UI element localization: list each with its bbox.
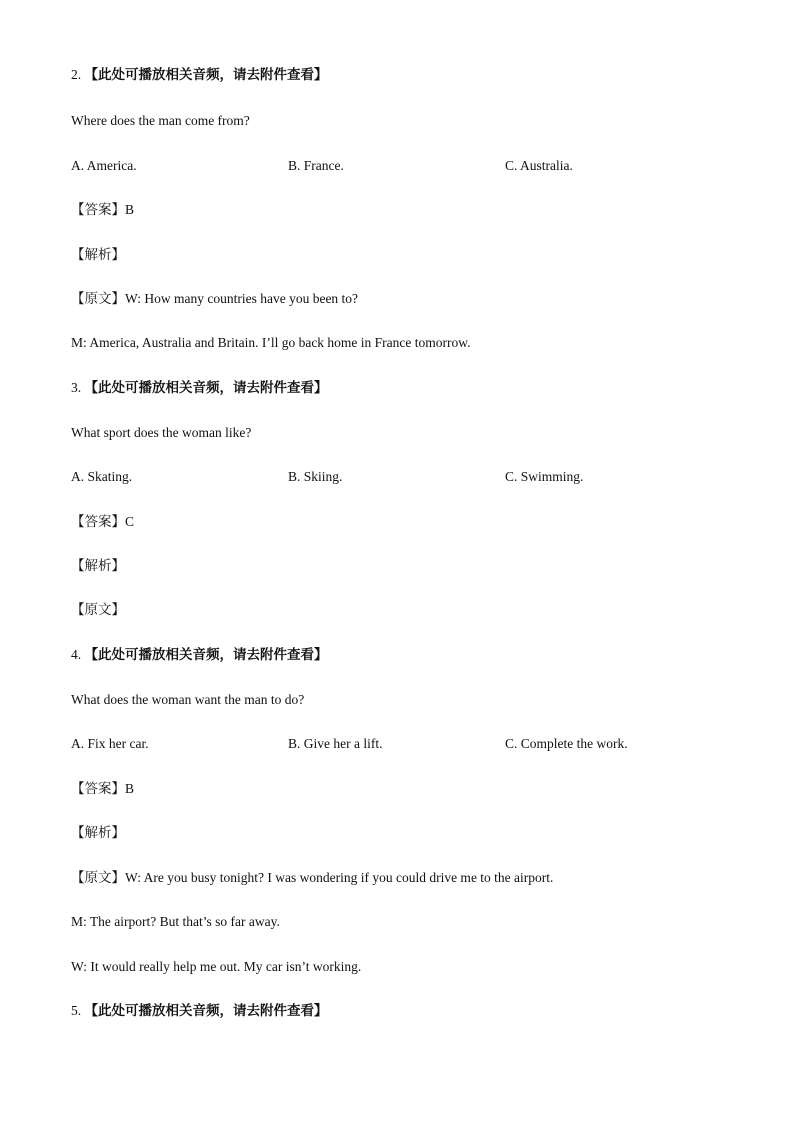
question-4-analysis-label: 【解析】 — [71, 825, 125, 841]
question-5-header — [71, 1002, 328, 1020]
option-a: A. America. — [71, 158, 137, 173]
audio-note: 【此处可播放相关音频，请去附件查看】 — [84, 647, 328, 663]
option-c: C. Swimming. — [505, 469, 584, 484]
audio-note: 【此处可播放相关音频，请去附件查看】 — [84, 67, 328, 83]
answer-value: B — [125, 781, 135, 796]
transcript-label: 【原文】 — [71, 870, 125, 886]
question-3-options — [0, 468, 794, 486]
question-number: 5. — [71, 1003, 82, 1018]
answer-label: 【答案】 — [71, 781, 125, 797]
question-4-transcript-line-2: M: The airport? But that’s so far away. — [71, 914, 280, 929]
question-number: 3. — [71, 380, 82, 395]
question-4-header — [71, 646, 328, 664]
question-2-transcript-line-1 — [71, 290, 358, 308]
option-c: C. Australia. — [505, 158, 573, 173]
transcript-label: 【原文】 — [71, 291, 125, 307]
question-3-answer — [71, 513, 134, 531]
question-3-header — [71, 379, 328, 397]
transcript-text: W: How many countries have you been to? — [125, 291, 359, 306]
option-b: B. Give her a lift. — [288, 736, 383, 751]
question-number: 2. — [71, 67, 82, 82]
question-4-transcript-line-1 — [71, 869, 553, 887]
question-2-header — [71, 66, 328, 84]
question-4-options — [0, 735, 794, 753]
answer-label: 【答案】 — [71, 514, 125, 530]
transcript-text: W: Are you busy tonight? I was wondering if you could drive me to the airport. — [125, 870, 554, 885]
question-3-transcript-label: 【原文】 — [71, 602, 125, 618]
question-2-analysis-label: 【解析】 — [71, 247, 125, 263]
option-b: B. France. — [288, 158, 344, 173]
option-a: A. Fix her car. — [71, 736, 149, 751]
option-c: C. Complete the work. — [505, 736, 628, 751]
question-2-text: Where does the man come from? — [71, 113, 250, 128]
question-3-analysis-label: 【解析】 — [71, 558, 125, 574]
answer-value: B — [125, 202, 135, 217]
answer-label: 【答案】 — [71, 202, 125, 218]
question-number: 4. — [71, 647, 82, 662]
question-2-answer — [71, 201, 134, 219]
answer-value: C — [125, 514, 135, 529]
question-2-transcript-line-2: M: America, Australia and Britain. I’ll go back home in France tomorrow. — [71, 335, 471, 350]
question-4-answer — [71, 780, 134, 798]
question-4-text: What does the woman want the man to do? — [71, 692, 305, 707]
audio-note: 【此处可播放相关音频，请去附件查看】 — [84, 1003, 328, 1019]
question-2-options — [0, 157, 794, 175]
option-a: A. Skating. — [71, 469, 133, 484]
question-4-transcript-line-3: W: It would really help me out. My car isn’t working. — [71, 959, 362, 974]
audio-note: 【此处可播放相关音频，请去附件查看】 — [84, 380, 328, 396]
question-3-text: What sport does the woman like? — [71, 425, 252, 440]
option-b: B. Skiing. — [288, 469, 343, 484]
